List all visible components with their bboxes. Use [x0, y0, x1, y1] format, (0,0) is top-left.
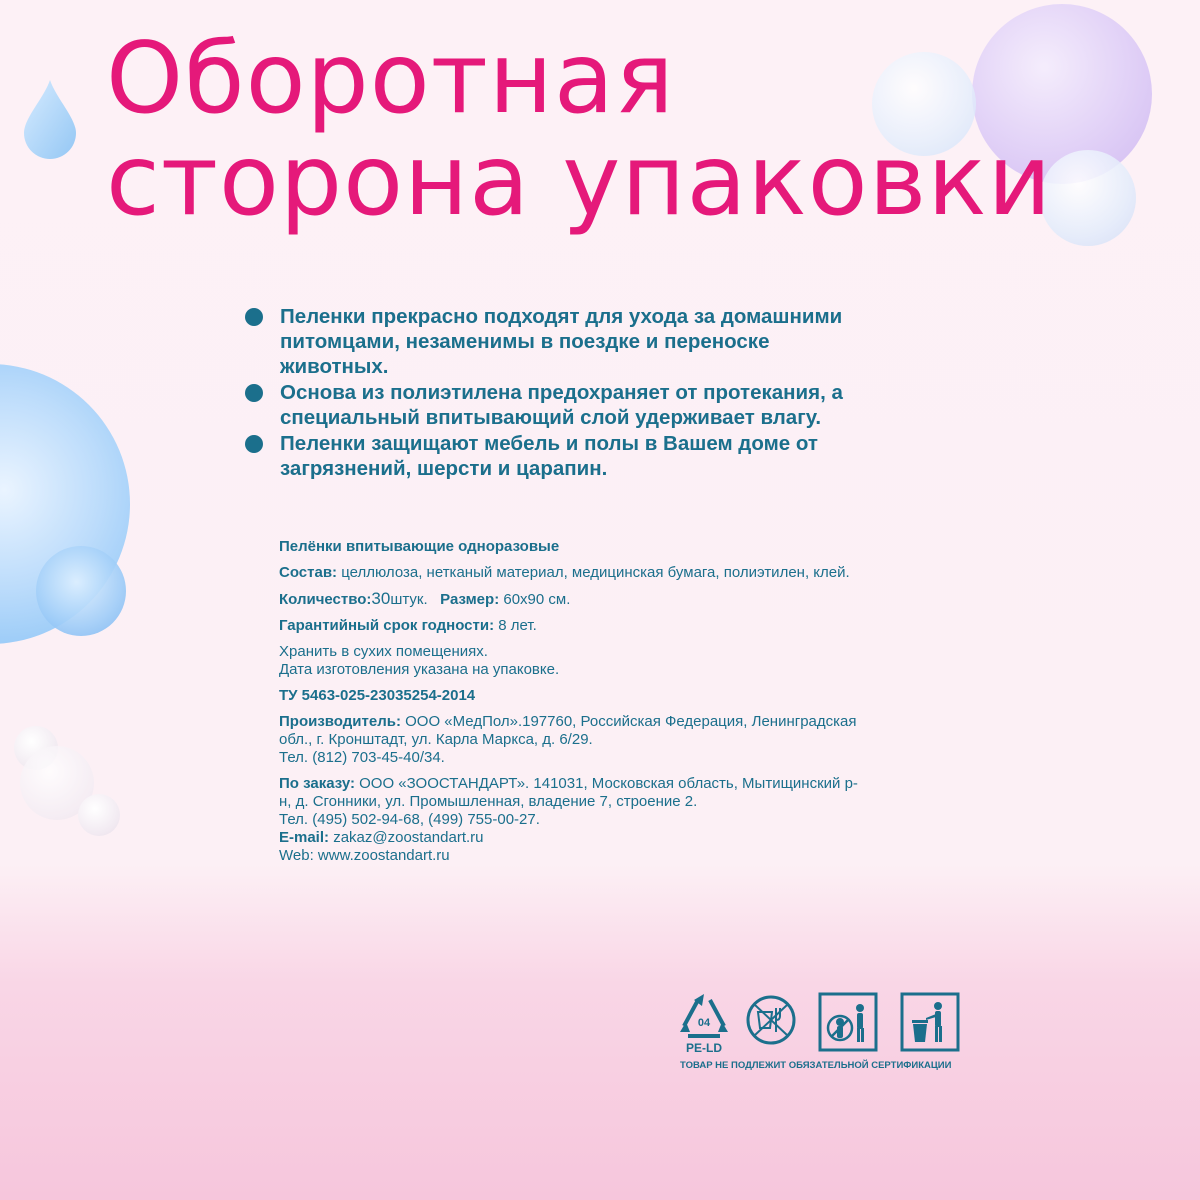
not-food-icon — [740, 994, 802, 1046]
quantity-unit: штук. — [390, 591, 428, 608]
bubble-blue-small — [36, 546, 126, 636]
composition-value: целлюлоза, нетканый материал, медицинская бумага, полиэтилен, клей. — [341, 564, 850, 581]
manufacturer-phone: Тел. (812) 703-45-40/34. — [279, 749, 445, 766]
page-title — [106, 22, 1053, 238]
bubble-faint-3 — [78, 794, 120, 836]
water-drop-icon — [20, 78, 80, 160]
title-line-1: Оборотная — [106, 22, 675, 136]
feature-item — [244, 304, 844, 379]
composition-label: Состав: — [279, 564, 338, 581]
order-value: ООО «ЗООСТАНДАРТ». 141031, Московская область, Мытищинский р-н, д. Сгонники, ул. Промышленная, владение 7, строение 2. — [279, 775, 858, 810]
feature-text: Пеленки прекрасно подходят для ухода за домашними питомцами, незаменимы в поездке и переноске животных. — [280, 305, 843, 378]
web-link: Web: www.zoostandart.ru — [279, 847, 450, 864]
feature-list — [244, 304, 844, 482]
storage — [279, 643, 859, 679]
manufacturer-label: Производитель: — [279, 713, 401, 730]
feature-text: Пеленки защищают мебель и полы в Вашем доме от загрязнений, шерсти и царапин. — [280, 432, 818, 480]
bullet-dot-icon — [245, 384, 263, 402]
composition — [279, 564, 859, 582]
storage-line-1: Хранить в сухих помещениях. — [279, 643, 488, 660]
tu-code: ТУ 5463-025-23035254-2014 — [279, 687, 476, 704]
feature-item — [244, 431, 844, 481]
order-label: По заказу: — [279, 775, 355, 792]
email-label: E-mail: — [279, 829, 330, 846]
email-value: zakaz@zoostandart.ru — [333, 829, 484, 846]
size-value: 60х90 см. — [503, 591, 571, 608]
recycle-code: 04 — [697, 1017, 711, 1029]
feature-item — [244, 380, 844, 430]
shelf-life — [279, 617, 859, 635]
order-phone: Тел. (495) 502-94-68, (499) 755-00-27. — [279, 811, 540, 828]
order-info — [279, 775, 859, 865]
size-label: Размер: — [440, 591, 500, 608]
quantity-label: Количество: — [279, 591, 372, 608]
manufacturer-value: ООО «МедПол».197760, Российская Федерация, Ленинградская обл., г. Кронштадт, ул. Карла Маркса, д. 6/29. — [279, 713, 857, 748]
storage-line-2: Дата изготовления указана на упаковке. — [279, 661, 560, 678]
no-child-icon — [818, 992, 878, 1052]
manufacturer — [279, 713, 859, 767]
product-info — [279, 538, 859, 865]
bullet-dot-icon — [245, 435, 263, 453]
product-name: Пелёнки впитывающие одноразовые — [279, 538, 560, 555]
certification-note: ТОВАР НЕ ПОДЛЕЖИТ ОБЯЗАТЕЛЬНОЙ СЕРТИФИКАЦИИ — [680, 1060, 952, 1071]
feature-text: Основа из полиэтилена предохраняет от протекания, а специальный впитывающий слой удерживает влагу. — [280, 381, 843, 429]
shelf-value: 8 лет. — [498, 617, 537, 634]
bubble-light-right — [1040, 150, 1136, 246]
title-line-2: сторона упаковки — [106, 124, 1053, 238]
recycle-icon — [676, 992, 732, 1054]
recycle-material: PE-LD — [686, 1041, 722, 1054]
bullet-dot-icon — [245, 308, 263, 326]
shelf-label: Гарантийный срок годности: — [279, 617, 495, 634]
quantity-size — [279, 590, 859, 609]
quantity-value: 30 — [371, 589, 391, 608]
dispose-trash-icon — [900, 992, 960, 1052]
